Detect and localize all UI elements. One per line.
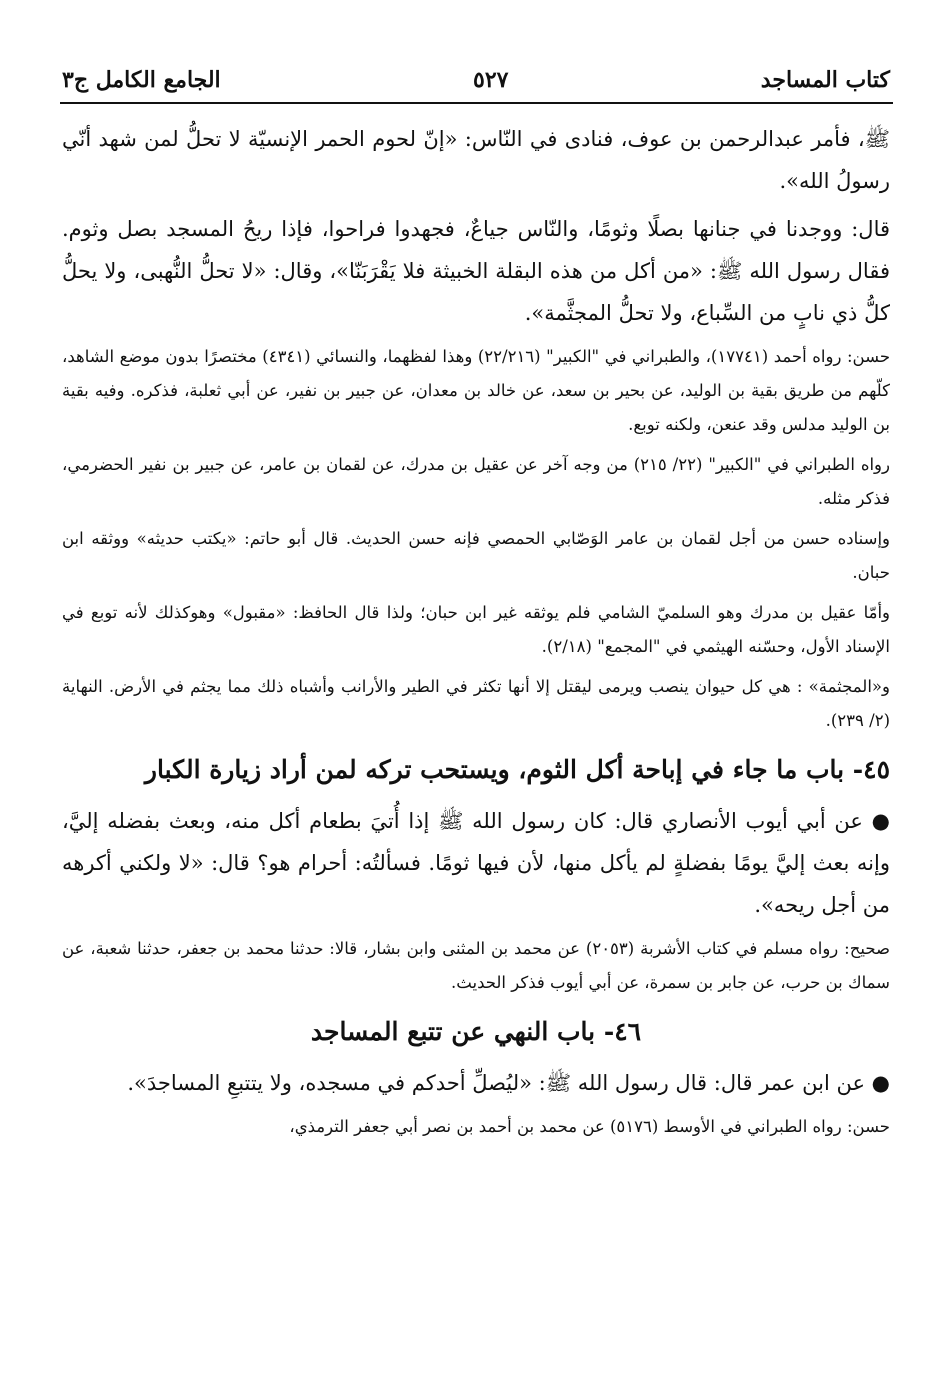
hadith-text: ● عن ابن عمر قال: قال رسول الله ﷺ: «ليُصلِّ أحدكم في مسجده، ولا يتتبعِ المساجدَ». — [127, 1071, 890, 1095]
header-divider — [60, 102, 893, 104]
takhrij-note: وإسناده حسن من أجل لقمان بن عامر الوَصّابي الحمصي فإنه حسن الحديث. قال أبو حاتم: «يكتب حديثه» ووثقه ابن حبان. — [62, 529, 890, 582]
takhrij-note: وأمّا عقيل بن مدرك وهو السلميّ الشامي فلم يوثقه غير ابن حبان؛ ولذا قال الحافظ: «مقبول» وهوكذلك لأنه توبع في الإسناد الأول، وحسّنه الهيثمي في "المجمع" (٢/١٨). — [62, 603, 890, 656]
hadith-text-narration: قال: ووجدنا في جنانها بصلًا وثومًا، والنّاس جياعٌ، فجهدوا فراحوا، فإذا ريحُ المسجد بصل وثوم. فقال رسول الله ﷺ: «من أكل من هذه البقلة الخبيثة فلا يَقْرَبَنّا»، وقال: «لا تحلُّ النُّهبى، ولا يحلُّ كلُّ ذي نابٍ من السِّباع، ولا تحلُّ المجثَّمة». — [62, 217, 890, 325]
takhrij-note: رواه الطبراني في "الكبير" (٢٢/ ٢١٥) من وجه آخر عن عقيل بن مدرك، عن لقمان بن عامر، عن جبير بن نفير الحضرمي، فذكر مثله. — [62, 455, 890, 508]
chapter-heading-46: ٤٦- باب النهي عن تتبع المساجد — [310, 1017, 642, 1046]
header-chapter-title: كتاب المساجد — [760, 67, 890, 93]
page-header — [62, 60, 890, 100]
glossary-note: و«المجثمة» : هي كل حيوان ينصب ويرمى ليقتل إلا أنها تكثر في الطير والأرانب وأشباه ذلك مما يجثم في الأرض. النهاية (٢/ ٢٣٩). — [62, 677, 890, 730]
takhrij-note: صحيح: رواه مسلم في كتاب الأشربة (٢٠٥٣) عن محمد بن المثنى وابن بشار، قالا: حدثنا محمد بن جعفر، حدثنا شعبة، عن سماك بن حرب، عن جابر بن سمرة، عن أبي أيوب فذكر الحديث. — [62, 939, 890, 992]
header-book-title: الجامع الكامل ج٣ — [62, 67, 221, 93]
hadith-text-continuation: ﷺ، فأمر عبدالرحمن بن عوف، فنادى في النّاس: «إنّ لحوم الحمر الإنسيّة لا تحلُّ لمن شهد أنّي رسولُ الله». — [62, 127, 890, 193]
chapter-heading-45: ٤٥- باب ما جاء في إباحة أكل الثوم، ويستحب تركه لمن أراد زيارة الكبار — [144, 755, 890, 784]
hadith-text: ● عن أبي أيوب الأنصاري قال: كان رسول الله ﷺ إذا أُتيَ بطعام أكل منه، وبعث بفضله إليَّ، وإنه بعث إليَّ يومًا بفضلةٍ لم يأكل منها، لأن فيها ثومًا. فسألتُه: أحرام هو؟ قال: «لا ولكني أكرهه من أجل ريحه». — [62, 809, 890, 917]
page-body — [62, 118, 890, 1150]
takhrij-note: حسن: رواه أحمد (١٧٧٤١)، والطبراني في "الكبير" (٢٢/٢١٦) وهذا لفظهما، والنسائي (٤٣٤١) مختصرًا بدون موضع الشاهد، كلّهم من طريق بقية بن الوليد، عن بحير بن سعد، عن خالد بن معدان، عن جبير بن نفير، عن أبي ثعلبة، فذكره. وفيه بقية بن الوليد مدلس وقد عنعن، ولكنه توبع. — [62, 347, 891, 434]
takhrij-note: حسن: رواه الطبراني في الأوسط (٥١٧٦) عن محمد بن أحمد بن نصر أبي جعفر الترمذي، — [289, 1117, 890, 1136]
page-number: ٥٢٧ — [473, 67, 509, 93]
